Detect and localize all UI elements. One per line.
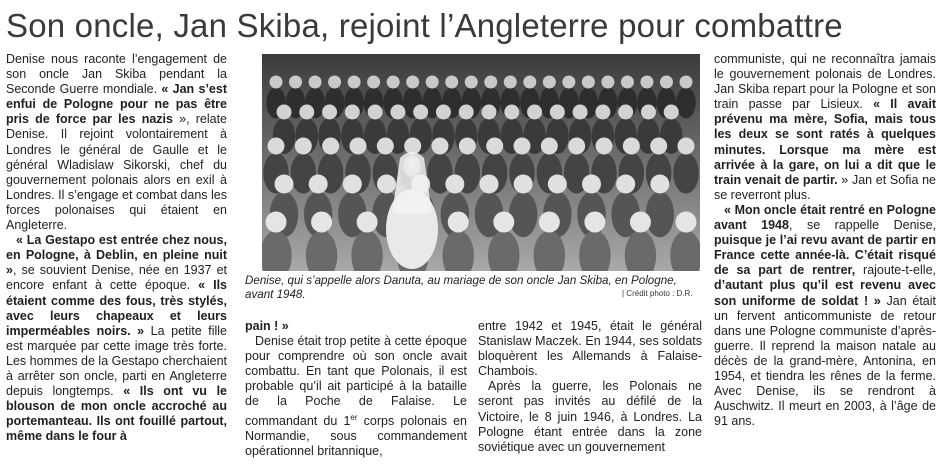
person-face <box>275 175 294 194</box>
person-face <box>328 76 341 89</box>
person-face <box>523 76 536 89</box>
body-text: rajoute-t-elle, <box>855 263 936 278</box>
person-face <box>459 138 476 155</box>
person-face <box>623 138 640 155</box>
quote-text: « Ils ont vu le blouson de mon oncle accroché au portemanteau. Ils ont fouillé partout, même dans le four à <box>6 384 227 444</box>
person-silhouette <box>676 87 696 118</box>
person-face <box>484 76 497 89</box>
person-face <box>406 76 419 89</box>
person-face <box>584 212 605 233</box>
photo-caption: Denise, qui s’appelle alors Danuta, au mariage de son oncle Jan Skiba, en Pologne, avant 1948. <box>245 274 677 301</box>
person-silhouette <box>673 153 699 194</box>
person-face <box>568 138 585 155</box>
person-face <box>504 76 517 89</box>
paragraph <box>6 233 227 444</box>
paragraph <box>714 203 936 429</box>
person-face <box>650 138 667 155</box>
article-column-3 <box>478 319 702 455</box>
body-text: Denise nous raconte l’engagement de son oncle Jan Skiba pendant la Seconde Guerre mondiale. <box>6 52 227 97</box>
body-text: La petite fille est marquée par cette image très forte. Les hommes de la Gestapo cherchaient à arrêter son oncle, parti en Angleterre depuis longtemps. <box>6 323 227 399</box>
quote-text: « Ils étaient comme des fous, très stylés, avec leurs chapeaux et leurs imperméables noirs. » <box>6 278 227 338</box>
person-face <box>527 105 542 120</box>
person-face <box>595 105 610 120</box>
person-face <box>322 138 339 155</box>
person-face <box>377 138 394 155</box>
person-face <box>550 105 565 120</box>
person-face <box>640 76 653 89</box>
person-face <box>350 138 367 155</box>
person-face <box>465 76 478 89</box>
body-text: Jan était un fervent anticommuniste de retour dans une Pologne communiste d’après-guerre. Il reprend la maison natale au décès de la grand-mère, Antonina, en 1954, et tiendra les rênes de la ferme. Avec Denise, ils se rendront à Auschwitz. Il meurt en 2003, à l’âge de 91 ans. <box>714 293 936 429</box>
body-text: entre 1942 et 1945, était le général Stanislaw Maczek. En 1944, ses soldats bloquèrent les Allemands à Falaise-Chambois. <box>478 319 702 379</box>
person-face <box>357 212 378 233</box>
person-face <box>368 105 383 120</box>
article-column-1 <box>6 52 227 444</box>
person-face <box>266 212 287 233</box>
person-face <box>404 138 421 155</box>
person-face <box>664 105 679 120</box>
person-face <box>289 76 302 89</box>
person-face <box>387 76 400 89</box>
person-face <box>548 175 567 194</box>
person-face <box>436 105 451 120</box>
person-face <box>562 76 575 89</box>
paragraph <box>245 319 467 334</box>
body-text: , se rappelle Denise, <box>788 218 937 233</box>
person-face <box>343 175 362 194</box>
person-face <box>621 76 634 89</box>
person-face <box>482 105 497 120</box>
paragraph <box>245 334 467 459</box>
person-face <box>309 175 328 194</box>
person-face <box>660 76 673 89</box>
paragraph <box>478 379 702 454</box>
person-face <box>573 105 588 120</box>
person-face <box>426 76 439 89</box>
person-face <box>459 105 474 120</box>
photo-credit: | Crédit photo : D.R. <box>622 289 693 298</box>
article-column-4 <box>714 52 936 429</box>
person-face <box>270 76 283 89</box>
person-face <box>541 138 558 155</box>
person-face <box>448 212 469 233</box>
person-face <box>486 138 503 155</box>
person-face <box>504 105 519 120</box>
person-face <box>345 105 360 120</box>
quote-text: pain ! » <box>245 319 289 333</box>
person-face <box>543 76 556 89</box>
person-face <box>630 212 651 233</box>
person-face <box>616 175 635 194</box>
person-face <box>367 76 380 89</box>
person-face <box>582 175 601 194</box>
person-face <box>445 175 464 194</box>
person-face <box>601 76 614 89</box>
body-text: » Jan et Sofia ne se reverront plus. <box>714 172 936 202</box>
person-face <box>299 105 314 120</box>
person-face <box>596 138 613 155</box>
person-face <box>390 105 405 120</box>
person-face <box>676 212 697 233</box>
body-text: communiste, qui ne reconnaîtra jamais le gouvernement polonais de Londres. Jan Skiba repart pour la Pologne et son train passe par Lisieux. <box>714 52 936 112</box>
person-face <box>641 105 656 120</box>
headline: Son oncle, Jan Skiba, rejoint l’Angleterre pour combattre <box>6 7 843 44</box>
paragraph <box>714 52 936 203</box>
body-text: », relate Denise. Il rejoint volontairement à Londres le général de Gaulle et le général Wladislaw Sikorski, chef du gouvernement polonais alors en exil à Londres. Il s’engage et combat dans les forces polonaises qui étaient en Angleterre. <box>6 112 227 233</box>
body-text: Après la guerre, les Polonais ne seront pas invités au défilé de la Victoire, le 8 juin 1946, à Londres. La Pologne étant entrée dans la zone soviétique avec un gouvernement <box>478 379 702 454</box>
paragraph <box>478 319 702 379</box>
person-face <box>493 212 514 233</box>
article-column-2 <box>245 319 467 459</box>
person-face <box>268 138 285 155</box>
person-face <box>377 175 396 194</box>
person-face <box>618 105 633 120</box>
person-face <box>311 212 332 233</box>
quote-text: « Mon oncle était rentré en Pologne avant 1948 <box>714 202 936 233</box>
person-face <box>348 76 361 89</box>
person-silhouette <box>509 192 537 238</box>
person-face <box>582 76 595 89</box>
person-face <box>650 175 669 194</box>
person-face <box>413 105 428 120</box>
quote-text: « Il avait prévenu ma mère, Sofia, mais tous les deux se sont ratés à quelques minutes. Lorsque ma mère est arrivée à la gare, on lui a dit que le train venait de partir. <box>714 97 936 187</box>
quote-text: d’autant plus qu’il est revenu avec son uniforme de soldat ! » <box>714 278 936 308</box>
person-face <box>480 175 499 194</box>
person-silhouette <box>646 192 675 238</box>
person-face <box>309 76 322 89</box>
person-face <box>445 76 458 89</box>
person-face <box>678 138 695 155</box>
body-text: Denise était trop petite à cette époque pour comprendre où son oncle avait combattu. En tant que Polonais, il est probable qu’il ait participé à la bataille de la Poche de Falaise. Le commandant du 1er corps polonais en Normandie, sous commandement opérationnel britannique, <box>245 334 467 458</box>
person-face <box>322 105 337 120</box>
paragraph <box>6 52 227 233</box>
person-face <box>295 138 312 155</box>
quote-text: « La Gestapo est entrée chez nous, en Pologne, à Deblin, en pleine nuit » <box>6 233 227 278</box>
body-text: , se souvient Denise, née en 1937 et encore enfant à cette époque. <box>6 263 227 293</box>
wedding-photo <box>262 54 700 271</box>
quote-text: « Jan s’est enfui de Pologne pour ne pas être pris de force par les nazis <box>6 82 227 127</box>
person-face <box>514 175 533 194</box>
quote-text: puisque je l’ai revu avant de partir en France cette année-là. C’était risqué de sa part de rentrer, <box>714 233 936 278</box>
person-face <box>680 76 693 89</box>
person-face <box>514 138 531 155</box>
person-face <box>277 105 292 120</box>
person-face <box>432 138 449 155</box>
person-face <box>539 212 560 233</box>
